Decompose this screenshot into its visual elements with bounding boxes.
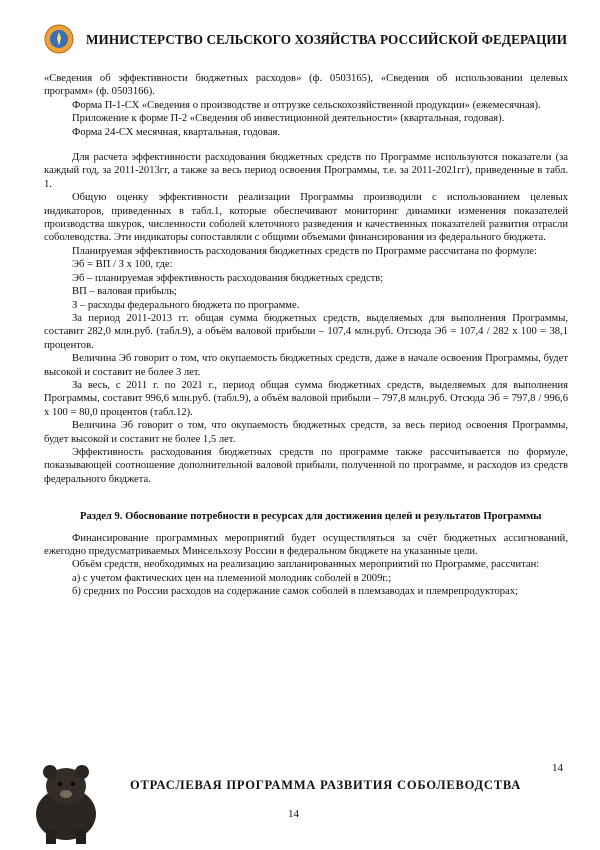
paragraph: Планируемая эффективность расходования бюджетных средств по Программе рассчитана по формуле:: [72, 245, 537, 257]
paragraph: Приложение к форме П-2 «Сведения об инвестиционной деятельности» (квартальная, годовая).: [72, 113, 505, 125]
ministry-emblem-icon: [44, 24, 74, 54]
paragraph: Величина Эб говорит о том, что окупаемость бюджетных средств, за весь период освоения Программы, будет высокой и составит не более 1,5 лет.: [44, 420, 568, 445]
section-heading: Раздел 9. Обоснование потребности в ресурсах для достижения целей и результатов Программы: [80, 511, 542, 523]
paragraph: Форма П-1-СХ «Сведения о производстве и отгрузке сельскохозяйственной продукции» (ежемесячная).: [72, 99, 541, 111]
paragraph: Для расчета эффективности расходования бюджетных средств по Программе используются показатели (за каждый год, за 2011-2013гг, а также за весь период освоения Программы, т.е. за 2011-2021гг), приведенные в табл. 1.: [44, 152, 568, 190]
paragraph: За весь, с 2011 г. по 2021 г., период общая сумма бюджетных средств, выделяемых для выполнения Программы, составит 996,6 млн.руб. (табл.9), а объём валовой прибыли – 797,8 млн.руб. Отсюда Эб = 797,8 / 996,6 х 100 = 80,0 процентов (табл.12).: [44, 379, 568, 418]
document-body: [44, 72, 568, 599]
paragraph: Величина Эб говорит о том, что окупаемость бюджетных средств, даже в начале освоения Программы, будет высокой и составит не более 3 лет.: [44, 353, 568, 378]
page-header: [44, 24, 574, 58]
page-number: 14: [288, 808, 299, 820]
paragraph: «Сведения об эффективности бюджетных расходов» (ф. 0503165), «Сведения об использовании целевых программ» (ф. 0503166).: [44, 73, 568, 98]
list-item: а) с учетом фактических цен на племенной молодняк соболей в 2009г.;: [72, 572, 392, 584]
formula-line: ВП – валовая прибыль;: [72, 286, 177, 298]
header-title: МИНИСТЕРСТВО СЕЛЬСКОГО ХОЗЯЙСТВА РОССИЙСКОЙ ФЕДЕРАЦИИ: [86, 32, 568, 47]
paragraph: Объём средств, необходимых на реализацию запланированных мероприятий по Программе, рассчитан:: [72, 559, 540, 571]
footer-title: ОТРАСЛЕВАЯ ПРОГРАММА РАЗВИТИЯ СОБОЛЕВОДСТВА: [130, 778, 522, 792]
formula-line: Эб = ВП / З х 100, где:: [72, 259, 173, 271]
list-item: б) средних по России расходов на содержание самок соболей в племзаводах и племрепродукторах;: [72, 586, 518, 598]
paragraph: Общую оценку эффективности реализации Программы производили с использованием целевых индикаторов, приведенных в табл.1, которые обеспечивают мониторинг динамики изменения показателей производства шкурок, численности соболей клеточного разведения и качественных показателей развития отрасли соболеводства. Эти индикаторы сопоставляли с общими объемами финансирования из федерального бюджета.: [44, 192, 568, 244]
paragraph: Финансирование программных мероприятий будет осуществляться за счёт бюджетных ассигнований, ежегодно предусматриваемых Минсельхозу России в федеральном бюджете на указанные цели.: [44, 532, 568, 557]
paragraph: Эффективность расходования бюджетных средств по программе также рассчитывается по формуле, показывающей соотношение дополнительной валовой прибыли, полученной по программе, и расходов из средств федерального бюджета.: [44, 446, 568, 485]
formula-line: З – расходы федерального бюджета по программе.: [72, 299, 300, 311]
paragraph: Форма 24-СХ месячная, квартальная, годовая.: [72, 126, 281, 138]
formula-line: Эб – планируемая эффективность расходования бюджетных средств;: [72, 272, 384, 284]
page-number: 14: [552, 762, 563, 774]
paragraph: За период 2011-2013 гг. общая сумма бюджетных средств, выделяемых для выполнения Программы, составит 282,0 млн.руб. (табл.9), а объём валовой прибыли – 107,4 млн.руб. Отсюда Эб = 107,4 / 282 х 100 = 38,1 процентов.: [44, 312, 568, 351]
sable-image: [20, 752, 112, 846]
